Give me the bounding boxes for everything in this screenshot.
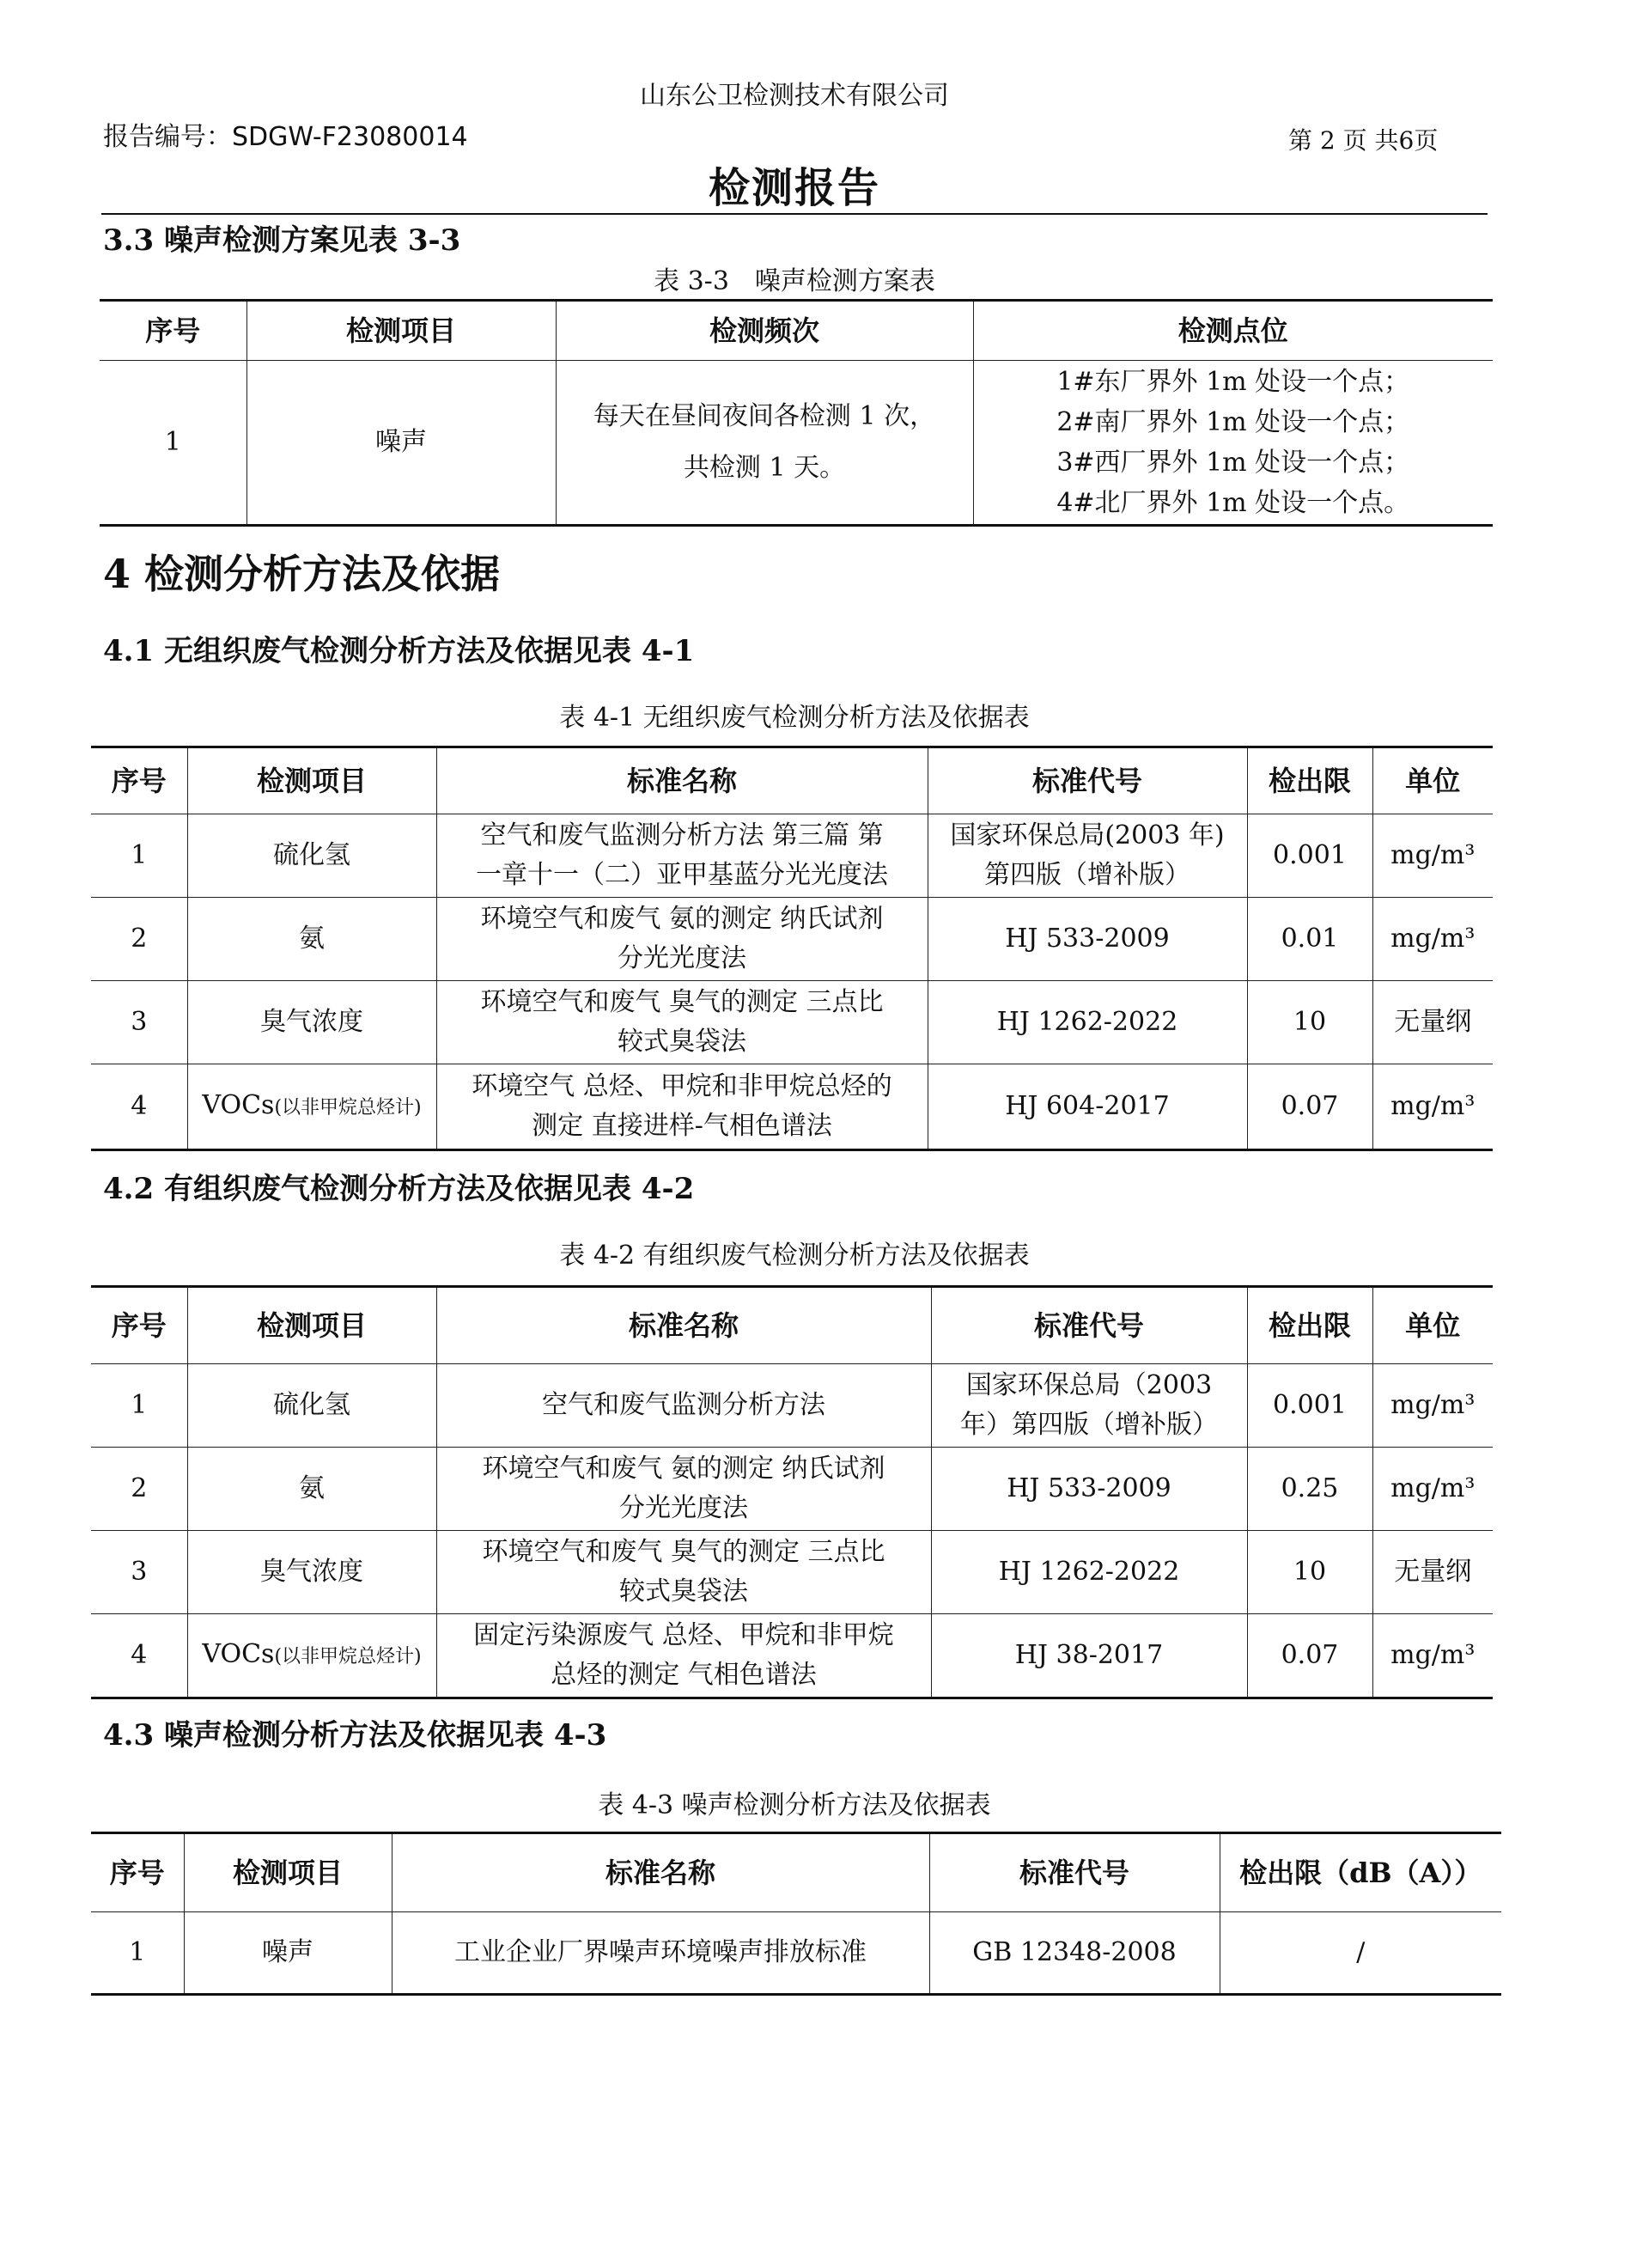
column-header: 单位: [1372, 747, 1493, 814]
item-note: (以非甲烷总烃计): [274, 1096, 422, 1119]
row-number: 3: [91, 981, 187, 1064]
standard-name: [436, 814, 928, 898]
standard-name-line: 环境空气和废气 臭气的测定 三点比: [482, 1537, 885, 1567]
column-header: 序号: [100, 301, 246, 361]
standard-name: [436, 1531, 931, 1614]
detection-limit: 0.01: [1247, 898, 1372, 981]
standard-name-line: 环境空气和废气 臭气的测定 三点比: [480, 987, 884, 1017]
standard-name-line: 空气和废气监测分析方法 第三篇 第: [480, 820, 884, 850]
standard-name-line: 环境空气和废气 氨的测定 纳氏试剂: [482, 1454, 885, 1484]
section-4-1-heading: 4.1 无组织废气检测分析方法及依据见表 4-1: [103, 634, 695, 668]
detection-item: 硫化氢: [187, 1364, 436, 1448]
standard-code: [931, 1614, 1247, 1698]
unit: 无量纲: [1372, 1531, 1493, 1614]
standard-code: [931, 1531, 1247, 1614]
table-row: [91, 981, 1493, 1064]
column-header: 检出限: [1247, 1287, 1372, 1364]
standard-code-line: 国家环保总局（2003: [965, 1370, 1213, 1400]
row-number: 2: [91, 898, 187, 981]
standard-name: [436, 898, 928, 981]
unit: mg/m³: [1372, 1064, 1493, 1150]
report-number: 报告编号：SDGW-F23080014: [103, 122, 468, 152]
detection-item: 硫化氢: [187, 814, 436, 898]
standard-code-line: HJ 1262-2022: [996, 1007, 1178, 1037]
standard-code-line: 国家环保总局(2003 年): [950, 820, 1225, 850]
table-3-3: [100, 299, 1493, 527]
unit: 无量纲: [1372, 981, 1493, 1064]
table-4-3-caption: 表 4-3 噪声检测分析方法及依据表: [598, 1790, 991, 1820]
section-4-3-heading: 4.3 噪声检测分析方法及依据见表 4-3: [103, 1718, 607, 1753]
column-header: 标准代号: [928, 747, 1247, 814]
unit: mg/m³: [1372, 814, 1493, 898]
item-name: VOCs: [202, 1638, 275, 1669]
item-note: (以非甲烷总烃计): [274, 1645, 422, 1667]
column-header: 检出限（dB（A））: [1220, 1833, 1501, 1912]
table-row: [91, 1364, 1493, 1448]
standard-code-line: 年）第四版（增补版）: [960, 1410, 1218, 1440]
standard-name: [436, 1448, 931, 1531]
detection-item: 噪声: [184, 1912, 392, 1995]
section-3-3-heading: 3.3 噪声检测方案见表 3-3: [103, 223, 461, 258]
standard-code-line: HJ 38-2017: [1014, 1640, 1164, 1670]
standard-name: [436, 1614, 931, 1698]
column-header: 标准代号: [931, 1287, 1247, 1364]
column-header: 检测项目: [187, 747, 436, 814]
table-4-3: [91, 1832, 1501, 1996]
column-header: 序号: [91, 1833, 184, 1912]
standard-code: GB 12348-2008: [929, 1912, 1220, 1995]
detection-limit: /: [1220, 1912, 1501, 1995]
row-number: 4: [91, 1614, 187, 1698]
row-number: 1: [91, 1912, 184, 1995]
standard-code: [931, 1448, 1247, 1531]
standard-code: [928, 981, 1247, 1064]
column-header: 序号: [91, 747, 187, 814]
section-4-heading: 4 检测分析方法及依据: [103, 551, 501, 597]
row-number: 2: [91, 1448, 187, 1531]
column-header: 检测点位: [973, 301, 1493, 361]
standard-code-line: HJ 1262-2022: [998, 1557, 1180, 1587]
standard-name-line: 较式臭袋法: [619, 1576, 748, 1606]
standard-name-line: 测定 直接进样-气相色谱法: [532, 1111, 832, 1141]
table-row: [91, 1531, 1493, 1614]
unit: mg/m³: [1372, 898, 1493, 981]
unit: mg/m³: [1372, 1614, 1493, 1698]
detection-limit: 0.07: [1247, 1614, 1372, 1698]
point-line: 3#西厂界外 1m 处设一个点；: [1056, 448, 1410, 478]
column-header: 检测频次: [556, 301, 973, 361]
standard-code-line: 第四版（增补版）: [984, 860, 1190, 890]
standard-name-line: 较式臭袋法: [618, 1027, 746, 1057]
standard-code: [931, 1364, 1247, 1448]
table-4-1-caption: 表 4-1 无组织废气检测分析方法及依据表: [559, 703, 1030, 733]
standard-code-line: HJ 533-2009: [1005, 924, 1170, 954]
point-line: 4#北厂界外 1m 处设一个点。: [1056, 488, 1410, 518]
standard-code-line: HJ 533-2009: [1007, 1473, 1171, 1503]
table-4-1: [91, 746, 1493, 1151]
detection-limit: 10: [1247, 1531, 1372, 1614]
header-divider: [101, 213, 1488, 215]
column-header: 标准代号: [929, 1833, 1220, 1912]
column-header: 检测项目: [184, 1833, 392, 1912]
detection-item: 臭气浓度: [187, 981, 436, 1064]
detection-limit: 0.25: [1247, 1448, 1372, 1531]
row-number: 4: [91, 1064, 187, 1150]
table-header-row: [91, 1287, 1493, 1364]
column-header: 标准名称: [436, 1287, 931, 1364]
table-3-3-caption: 表 3-3 噪声检测方案表: [654, 266, 935, 296]
row-number: 3: [91, 1531, 187, 1614]
standard-name: [436, 981, 928, 1064]
standard-name-line: 固定污染源废气 总烃、甲烷和非甲烷: [473, 1620, 894, 1650]
detection-limit: 10: [1247, 981, 1372, 1064]
standard-code: [928, 898, 1247, 981]
detection-item: 噪声: [246, 361, 556, 526]
row-number: 1: [91, 1364, 187, 1448]
unit: mg/m³: [1372, 1448, 1493, 1531]
standard-name-line: 总烃的测定 气相色谱法: [551, 1660, 817, 1690]
standard-name: [436, 1364, 931, 1448]
table-header-row: [91, 1833, 1501, 1912]
column-header: 标准名称: [436, 747, 928, 814]
detection-limit: 0.07: [1247, 1064, 1372, 1150]
standard-name-line: 分光光度法: [619, 1493, 748, 1523]
company-name: 山东公卫检测技术有限公司: [640, 81, 949, 111]
document-title: 检测报告: [708, 164, 880, 212]
table-row: [100, 361, 1493, 526]
standard-code: [928, 1064, 1247, 1150]
detection-item: 氨: [187, 1448, 436, 1531]
standard-name-line: 环境空气和废气 氨的测定 纳氏试剂: [480, 904, 884, 934]
frequency-line: 共检测 1 天。: [683, 453, 846, 483]
detection-item: [187, 1064, 436, 1150]
unit: mg/m³: [1372, 1364, 1493, 1448]
column-header: 序号: [91, 1287, 187, 1364]
standard-name-line: 一章十一（二）亚甲基蓝分光光度法: [476, 860, 888, 890]
detection-limit: 0.001: [1247, 1364, 1372, 1448]
standard-name-line: 空气和废气监测分析方法: [542, 1390, 825, 1420]
column-header: 标准名称: [392, 1833, 929, 1912]
table-header-row: [91, 747, 1493, 814]
section-4-2-heading: 4.2 有组织废气检测分析方法及依据见表 4-2: [103, 1172, 695, 1206]
point-line: 1#东厂界外 1m 处设一个点；: [1056, 367, 1410, 397]
column-header: 单位: [1372, 1287, 1493, 1364]
standard-name-line: 环境空气 总烃、甲烷和非甲烷总烃的: [472, 1071, 892, 1101]
frequency-line: 每天在昼间夜间各检测 1 次，: [593, 401, 936, 431]
table-header-row: [100, 301, 1493, 361]
standard-name: [436, 1064, 928, 1150]
column-header: 检出限: [1247, 747, 1372, 814]
page-indicator: 第 2 页 共6页: [1288, 126, 1439, 155]
table-4-2: [91, 1285, 1493, 1699]
table-row: [91, 814, 1493, 898]
row-number: 1: [100, 361, 246, 526]
point-line: 2#南厂界外 1m 处设一个点；: [1056, 407, 1410, 437]
table-row: [91, 1448, 1493, 1531]
standard-name-line: 分光光度法: [618, 943, 746, 973]
detection-frequency: [556, 361, 973, 526]
standard-code: [928, 814, 1247, 898]
detection-item: 氨: [187, 898, 436, 981]
standard-code-line: HJ 604-2017: [1005, 1091, 1170, 1121]
table-row: [91, 1064, 1493, 1150]
column-header: 检测项目: [187, 1287, 436, 1364]
table-row: [91, 898, 1493, 981]
detection-limit: 0.001: [1247, 814, 1372, 898]
table-row: [91, 1614, 1493, 1698]
table-4-2-caption: 表 4-2 有组织废气检测分析方法及依据表: [559, 1241, 1030, 1271]
detection-points: [973, 361, 1493, 526]
row-number: 1: [91, 814, 187, 898]
detection-item: 臭气浓度: [187, 1531, 436, 1614]
detection-item: [187, 1614, 436, 1698]
item-name: VOCs: [202, 1089, 275, 1120]
standard-name: 工业企业厂界噪声环境噪声排放标准: [392, 1912, 929, 1995]
table-row: [91, 1912, 1501, 1995]
column-header: 检测项目: [246, 301, 556, 361]
